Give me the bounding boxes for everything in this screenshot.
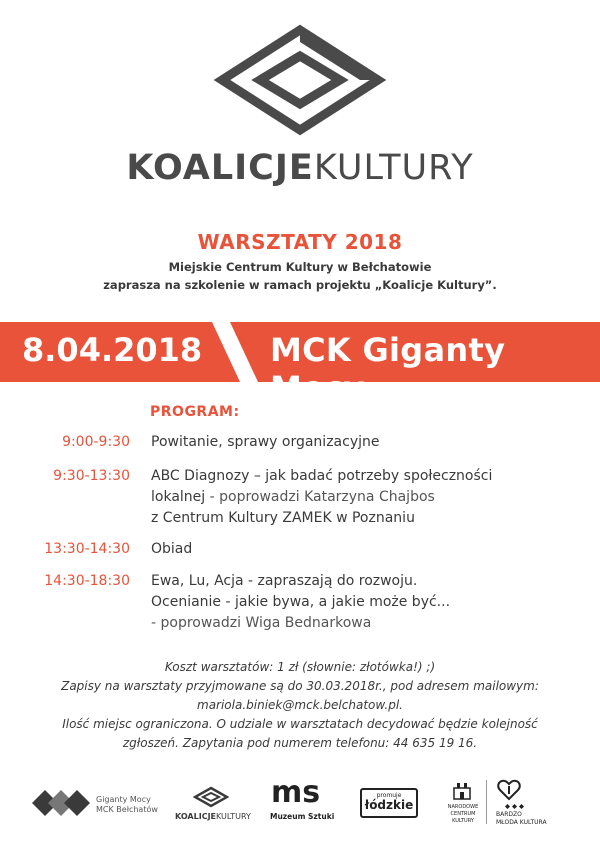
program-item-line: Ocenianie - jakie bywa, a jakie może być... bbox=[151, 594, 451, 610]
program-time: 9:30-13:30 bbox=[53, 468, 130, 484]
muzeum-sztuki-logo: ms bbox=[271, 775, 321, 810]
program-item-line: Ewa, Lu, Acja - zapraszają do rozwoju. bbox=[151, 573, 418, 589]
giganty-mocy-logo-icon bbox=[32, 790, 90, 816]
koalicje-kultury-small-label bbox=[175, 812, 251, 821]
nck-label-line: NARODOWE bbox=[447, 804, 479, 810]
program-item-description bbox=[151, 539, 581, 560]
program-item-line: - poprowadzi Wiga Bednarkowa bbox=[151, 615, 372, 631]
footer-divider bbox=[486, 780, 487, 824]
promuje-lodzkie-top: promuje bbox=[376, 792, 402, 799]
nck-label-line: CENTRUM bbox=[450, 811, 476, 817]
heart-logo-icon bbox=[497, 778, 521, 802]
info-note: Ilość miejsc ograniczona. O udziale w warsztatach decydować będzie kolejność bbox=[62, 717, 538, 731]
koalicje-small-light: KULTURY bbox=[216, 812, 251, 821]
giganty-mocy-label: MCK Bełchatów bbox=[96, 805, 158, 814]
program-item-line: - poprowadzi Katarzyna Chajbos bbox=[205, 489, 435, 505]
program-item-line: ABC Diagnozy – jak badać potrzeby społeczności bbox=[151, 468, 493, 484]
promuje-lodzkie-logo bbox=[360, 788, 418, 818]
nck-emblem-icon bbox=[453, 782, 471, 800]
program-item-description bbox=[151, 571, 581, 634]
event-date: 8.04.2018 bbox=[22, 331, 203, 369]
info-note: Zapisy na warsztaty przyjmowane są do 30.03.2018r., pod adresem mailowym: bbox=[61, 679, 539, 693]
promuje-lodzkie-main: łódzkie bbox=[364, 798, 414, 812]
program-item-line: z Centrum Kultury ZAMEK w Poznaniu bbox=[151, 510, 415, 526]
bmk-line: MŁODA KULTURA bbox=[496, 819, 547, 826]
giganty-mocy-label: Giganty Mocy bbox=[96, 795, 151, 804]
koalicje-small-bold: KOALICJE bbox=[175, 812, 217, 821]
koalicje-kultury-small-logo-icon bbox=[193, 786, 229, 808]
program-heading: PROGRAM: bbox=[150, 404, 240, 420]
nck-label-line: KULTURY bbox=[452, 818, 474, 824]
logo-wordmark-bold: KOALICJE bbox=[126, 148, 314, 188]
program-time: 9:00-9:30 bbox=[62, 434, 130, 450]
dots-icon bbox=[505, 804, 525, 809]
partner-logos bbox=[0, 770, 600, 830]
program-item-description bbox=[151, 466, 581, 529]
info-note: zgłoszeń. Zapytania pod numerem telefonu: 44 635 19 16. bbox=[122, 736, 478, 750]
bmk-line: BARDZO bbox=[496, 811, 522, 818]
event-title: WARSZTATY 2018 bbox=[197, 230, 403, 254]
intro-line: zaprasza na szkolenie w ramach projektu „Koalicje Kultury”. bbox=[103, 278, 497, 292]
event-venue: MCK Giganty Mocy bbox=[270, 331, 506, 407]
program-item-line: Powitanie, sprawy organizacyjne bbox=[151, 434, 380, 450]
contact-email[interactable]: mariola.biniek@mck.belchatow.pl. bbox=[197, 698, 403, 712]
muzeum-sztuki-label: Muzeum Sztuki bbox=[270, 812, 335, 821]
logo-wordmark-light: KULTURY bbox=[313, 148, 474, 188]
program-item-description bbox=[151, 432, 581, 453]
logo-wordmark bbox=[0, 148, 600, 188]
program-time: 13:30-14:30 bbox=[44, 541, 130, 557]
koalicje-kultury-logo-icon bbox=[210, 22, 390, 142]
intro-line: Miejskie Centrum Kultury w Bełchatowie bbox=[168, 260, 432, 274]
info-note: Koszt warsztatów: 1 zł (słownie: złotówka!) ;) bbox=[164, 660, 436, 674]
program-item-line: Obiad bbox=[151, 541, 193, 557]
nck-label bbox=[446, 804, 480, 825]
bardzo-mloda-kultura-label bbox=[496, 811, 547, 827]
program-item-line: lokalnej bbox=[151, 489, 206, 505]
program-time: 14:30-18:30 bbox=[44, 573, 130, 589]
